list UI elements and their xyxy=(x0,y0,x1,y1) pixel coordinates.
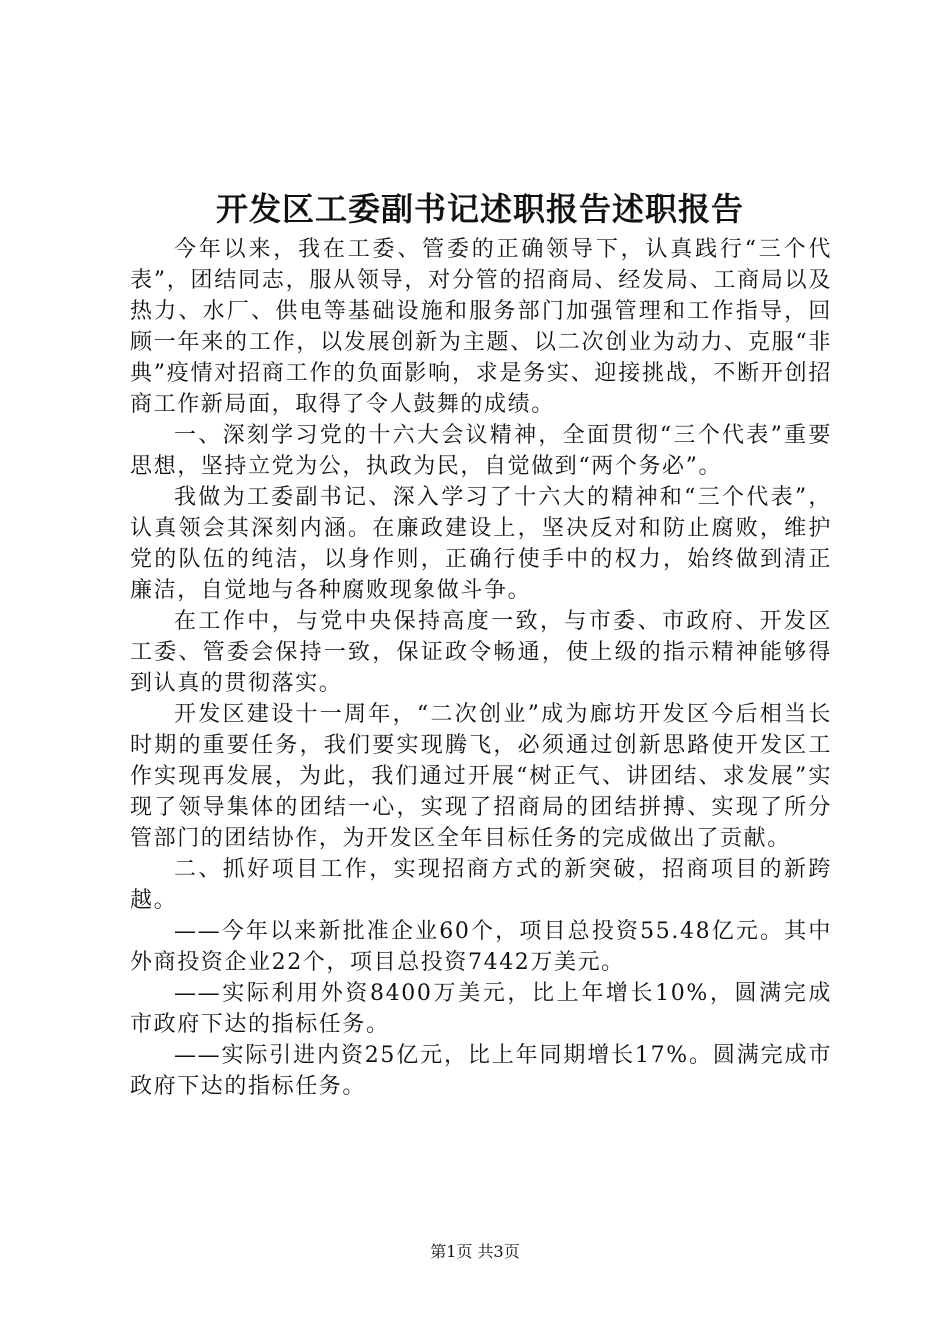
document-title: 开发区工委副书记述职报告述职报告 xyxy=(215,190,744,228)
paragraph: 今年以来，我在工委、管委的正确领导下，认真践行“三个代表”，团结同志，服从领导，对分管的招商局、经发局、工商局以及热力、水厂、供电等基础设施和服务部门加强管理和工作指导，回顾一年来的工作，以发展创新为主题、以二次创业为动力、克服“非典”疫情对招商工作的负面影响，求是务实、迎接挑战，不断开创招商工作新局面，取得了令人鼓舞的成绩。 xyxy=(130,237,832,417)
paragraph: 我做为工委副书记、深入学习了十六大的精神和“三个代表”，认真领会其深刻内涵。在廉政建设上，坚决反对和防止腐败，维护党的队伍的纯洁，以身作则，正确行使手中的权力，始终做到清正廉洁，自觉地与各种腐败现象做斗争。 xyxy=(130,485,832,603)
paragraph: 二、抓好项目工作，实现招商方式的新突破，招商项目的新跨越。 xyxy=(130,857,832,913)
paragraph: 在工作中，与党中央保持高度一致，与市委、市政府、开发区工委、管委会保持一致，保证政令畅通，使上级的指示精神能够得到认真的贯彻落实。 xyxy=(130,609,832,696)
paragraph: ——实际利用外资8400万美元，比上年增长10%，圆满完成市政府下达的指标任务。 xyxy=(130,981,832,1037)
paragraph: ——今年以来新批准企业60个，项目总投资55.48亿元。其中外商投资企业22个，项目总投资7442万美元。 xyxy=(130,919,832,975)
paragraph: 一、深刻学习党的十六大会议精神，全面贯彻“三个代表”重要思想，坚持立党为公，执政为民，自觉做到“两个务必”。 xyxy=(130,423,832,479)
document-body xyxy=(130,234,832,1102)
paragraph: ——实际引进内资25亿元，比上年同期增长17%。圆满完成市政府下达的指标任务。 xyxy=(130,1043,832,1099)
paragraph: 开发区建设十一周年，“二次创业”成为廊坊开发区今后相当长时期的重要任务，我们要实现腾飞，必须通过创新思路使开发区工作实现再发展，为此，我们通过开展“树正气、讲团结、求发展”实现了领导集体的团结一心，实现了招商局的团结拼搏、实现了所分管部门的团结协作，为开发区全年目标任务的完成做出了贡献。 xyxy=(130,702,832,851)
page-number-footer: 第1页 共3页 xyxy=(430,1242,520,1261)
